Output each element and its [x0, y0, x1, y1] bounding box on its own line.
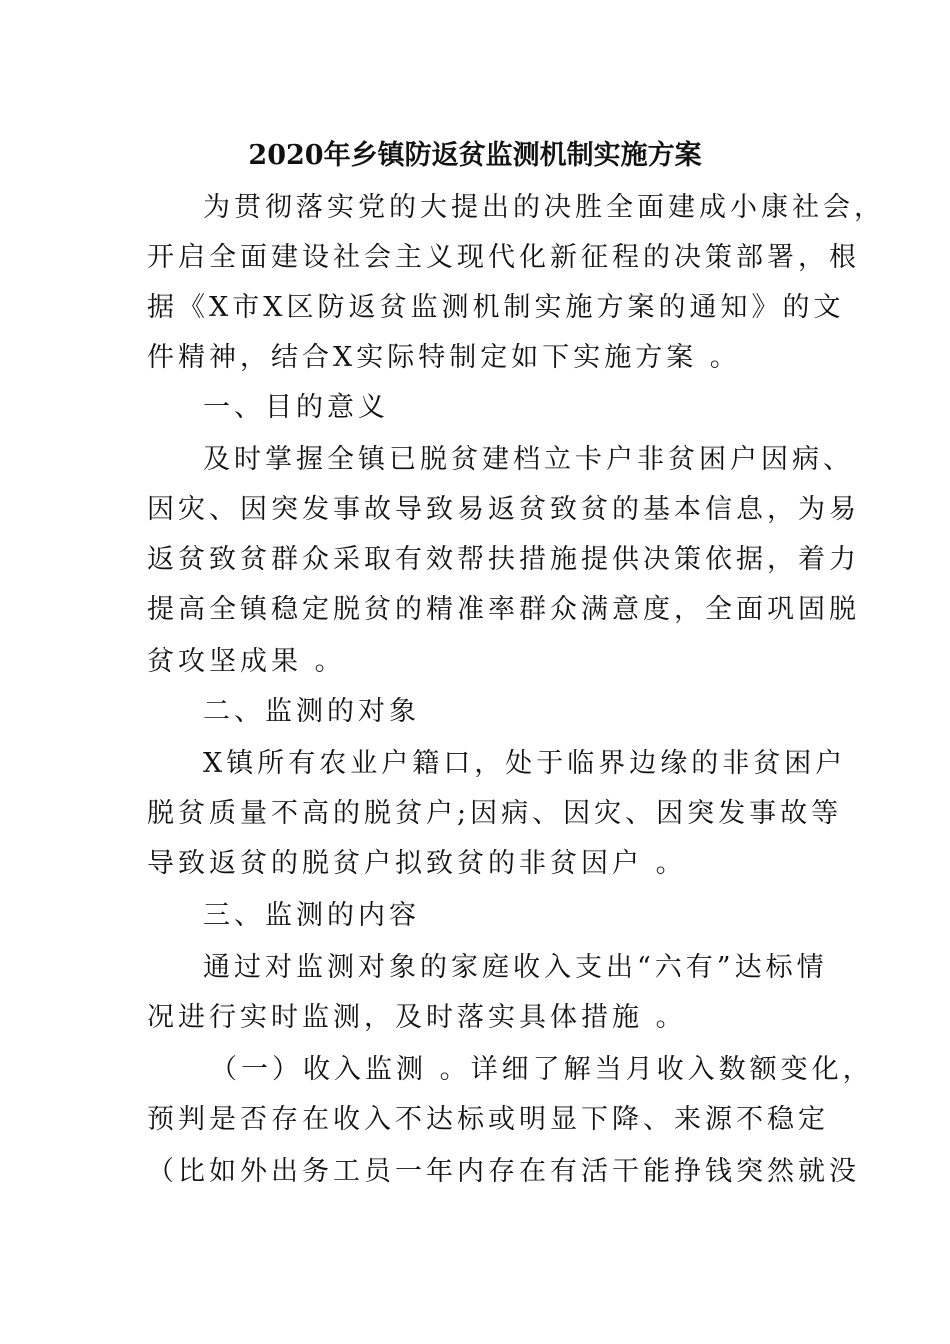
section-2-heading: 二、监测的对象 [203, 696, 420, 727]
intro-line-2: 开启全面建设社会主义现代化新征程的决策部署，根 [147, 242, 860, 273]
section-1-line-3: 返贫致贫群众采取有效帮扶措施提供决策依据，着力 [147, 544, 860, 575]
intro-line-1: 为贯彻落实党的大提出的决胜全面建成小康社会， [203, 192, 885, 223]
section-1-line-2: 因灾、因突发事故导致易返贫致贫的基本信息，为易 [147, 494, 860, 525]
document-title: 2020年乡镇防返贫监测机制实施方案 [248, 140, 702, 171]
subsection-1-line-1: （一）收入监测 。详细了解当月收入数额变化， [210, 1054, 874, 1085]
intro-line-4: 件精神，结合X实际特制定如下实施方案 。 [147, 342, 741, 373]
section-2-line-1: X镇所有农业户籍口，处于临界边缘的非贫困户 [203, 748, 847, 779]
section-1-line-5: 贫攻坚成果 。 [147, 646, 346, 677]
subsection-1-line-2: 预判是否存在收入不达标或明显下降、来源不稳定 [147, 1104, 829, 1135]
section-3-heading: 三、监测的内容 [203, 900, 420, 931]
section-1-line-1: 及时掌握全镇已脱贫建档立卡户非贫困户因病、 [203, 444, 854, 475]
section-2-line-3: 导致返贫的脱贫户拟致贫的非贫因户 。 [147, 848, 687, 879]
section-3-line-1: 通过对监测对象的家庭收入支出“六有”达标情 [203, 952, 828, 983]
intro-line-3: 据《X市X区防返贫监测机制实施方案的通知》的文 [147, 292, 845, 323]
section-3-line-2: 况进行实时监测，及时落实具体措施 。 [147, 1002, 687, 1033]
section-1-line-4: 提高全镇稳定脱贫的精准率群众满意度，全面巩固脱 [147, 594, 860, 625]
section-2-line-2: 脱贫质量不高的脱贫户;因病、因灾、因突发事故等 [147, 798, 843, 829]
section-1-heading: 一、目的意义 [203, 392, 389, 423]
subsection-1-line-3: （比如外出务工员一年内存在有活干能挣钱突然就没 [147, 1156, 860, 1187]
